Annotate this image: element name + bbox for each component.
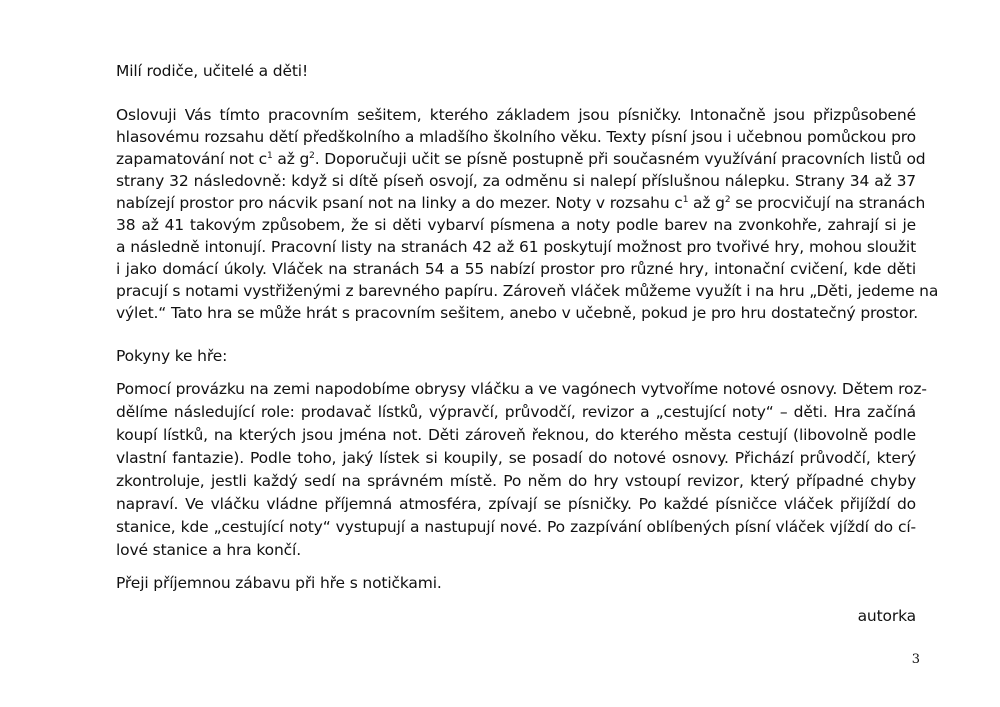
- paragraph-line: pracují s notami vystřiženými z barevného papíru. Zároveň vláček můžeme využít i na hru „Děti, jedeme na: [116, 282, 939, 300]
- instructions-heading: Pokyny ke hře:: [116, 347, 228, 365]
- paragraph-line: zkontroluje, jestli každý sedí na správném místě. Po něm do hry vstoupí revizor, který případné chyby: [116, 472, 916, 490]
- paragraph-line: nabízejí prostor pro nácvik psaní not na linky a do mezer. Noty v rozsahu $c^1$ až $g^2$ se procvičují na stranách: [116, 194, 926, 212]
- paragraph-line: lové stanice a hra končí.: [116, 541, 301, 559]
- paragraph-line: vlastní fantazie). Podle toho, jaký lístek si koupily, se posadí do notové osnovy. Přichází průvodčí, který: [116, 449, 916, 467]
- paragraph-line: Pomocí provázku na zemi napodobíme obrysy vláčku a ve vagónech vytvoříme notové osnovy. Dětem roz-: [116, 380, 927, 398]
- paragraph-line: i jako domácí úkoly. Vláček na stranách 54 a 55 nabízí prostor pro různé hry, intonační cvičení, kde děti: [116, 260, 916, 278]
- paragraph-line: strany 32 následovně: když si dítě píseň osvojí, za odměnu si nalepí příslušnou nálepku. Strany 34 až 37: [116, 172, 916, 190]
- paragraph-line: koupí lístků, na kterých jsou jména not. Děti zároveň řeknou, do kterého města cestují (libovolně podle: [116, 426, 916, 444]
- closing-line: Přeji příjemnou zábavu při hře s notičkami.: [116, 574, 442, 592]
- paragraph-line: dělíme následující role: prodavač lístků, výpravčí, průvodčí, revizor a „cestující noty“ – děti. Hra začíná: [116, 403, 916, 421]
- greeting: Milí rodiče, učitelé a děti!: [116, 62, 309, 80]
- paragraph-line: 38 až 41 takovým způsobem, že si děti vybarví písmena a noty podle barev na zvonkohře, zahrají si je: [116, 216, 916, 234]
- paragraph-line: Oslovuji Vás tímto pracovním sešitem, kterého základem jsou písničky. Intonačně jsou přizpůsobené: [116, 106, 916, 124]
- paragraph-line: zapamatování not $c^1$ až $g^2$. Doporučuji učit se písně postupně při současném využívání pracovních listů od: [116, 150, 926, 168]
- paragraph-line: napraví. Ve vláčku vládne příjemná atmosféra, zpívají se písničky. Po každé písničce vláček přijíždí do: [116, 495, 916, 513]
- paragraph-line: výlet.“ Tato hra se může hrát s pracovním sešitem, anebo v učebně, pokud je pro hru dostatečný prostor.: [116, 304, 919, 322]
- paragraph-line: hlasovému rozsahu dětí předškolního a mladšího školního věku. Texty písní jsou i učebnou pomůckou pro: [116, 128, 916, 146]
- paragraph-line: stanice, kde „cestující noty“ vystupují a nastupují nové. Po zazpívání oblíbených písní vláček vjíždí do cí-: [116, 518, 916, 536]
- paragraph-line: a následně intonují. Pracovní listy na stranách 42 až 61 poskytují možnost pro tvořivé hry, mohou sloužit: [116, 238, 916, 256]
- page-number: 3: [911, 652, 920, 667]
- signature: autorka: [857, 607, 916, 625]
